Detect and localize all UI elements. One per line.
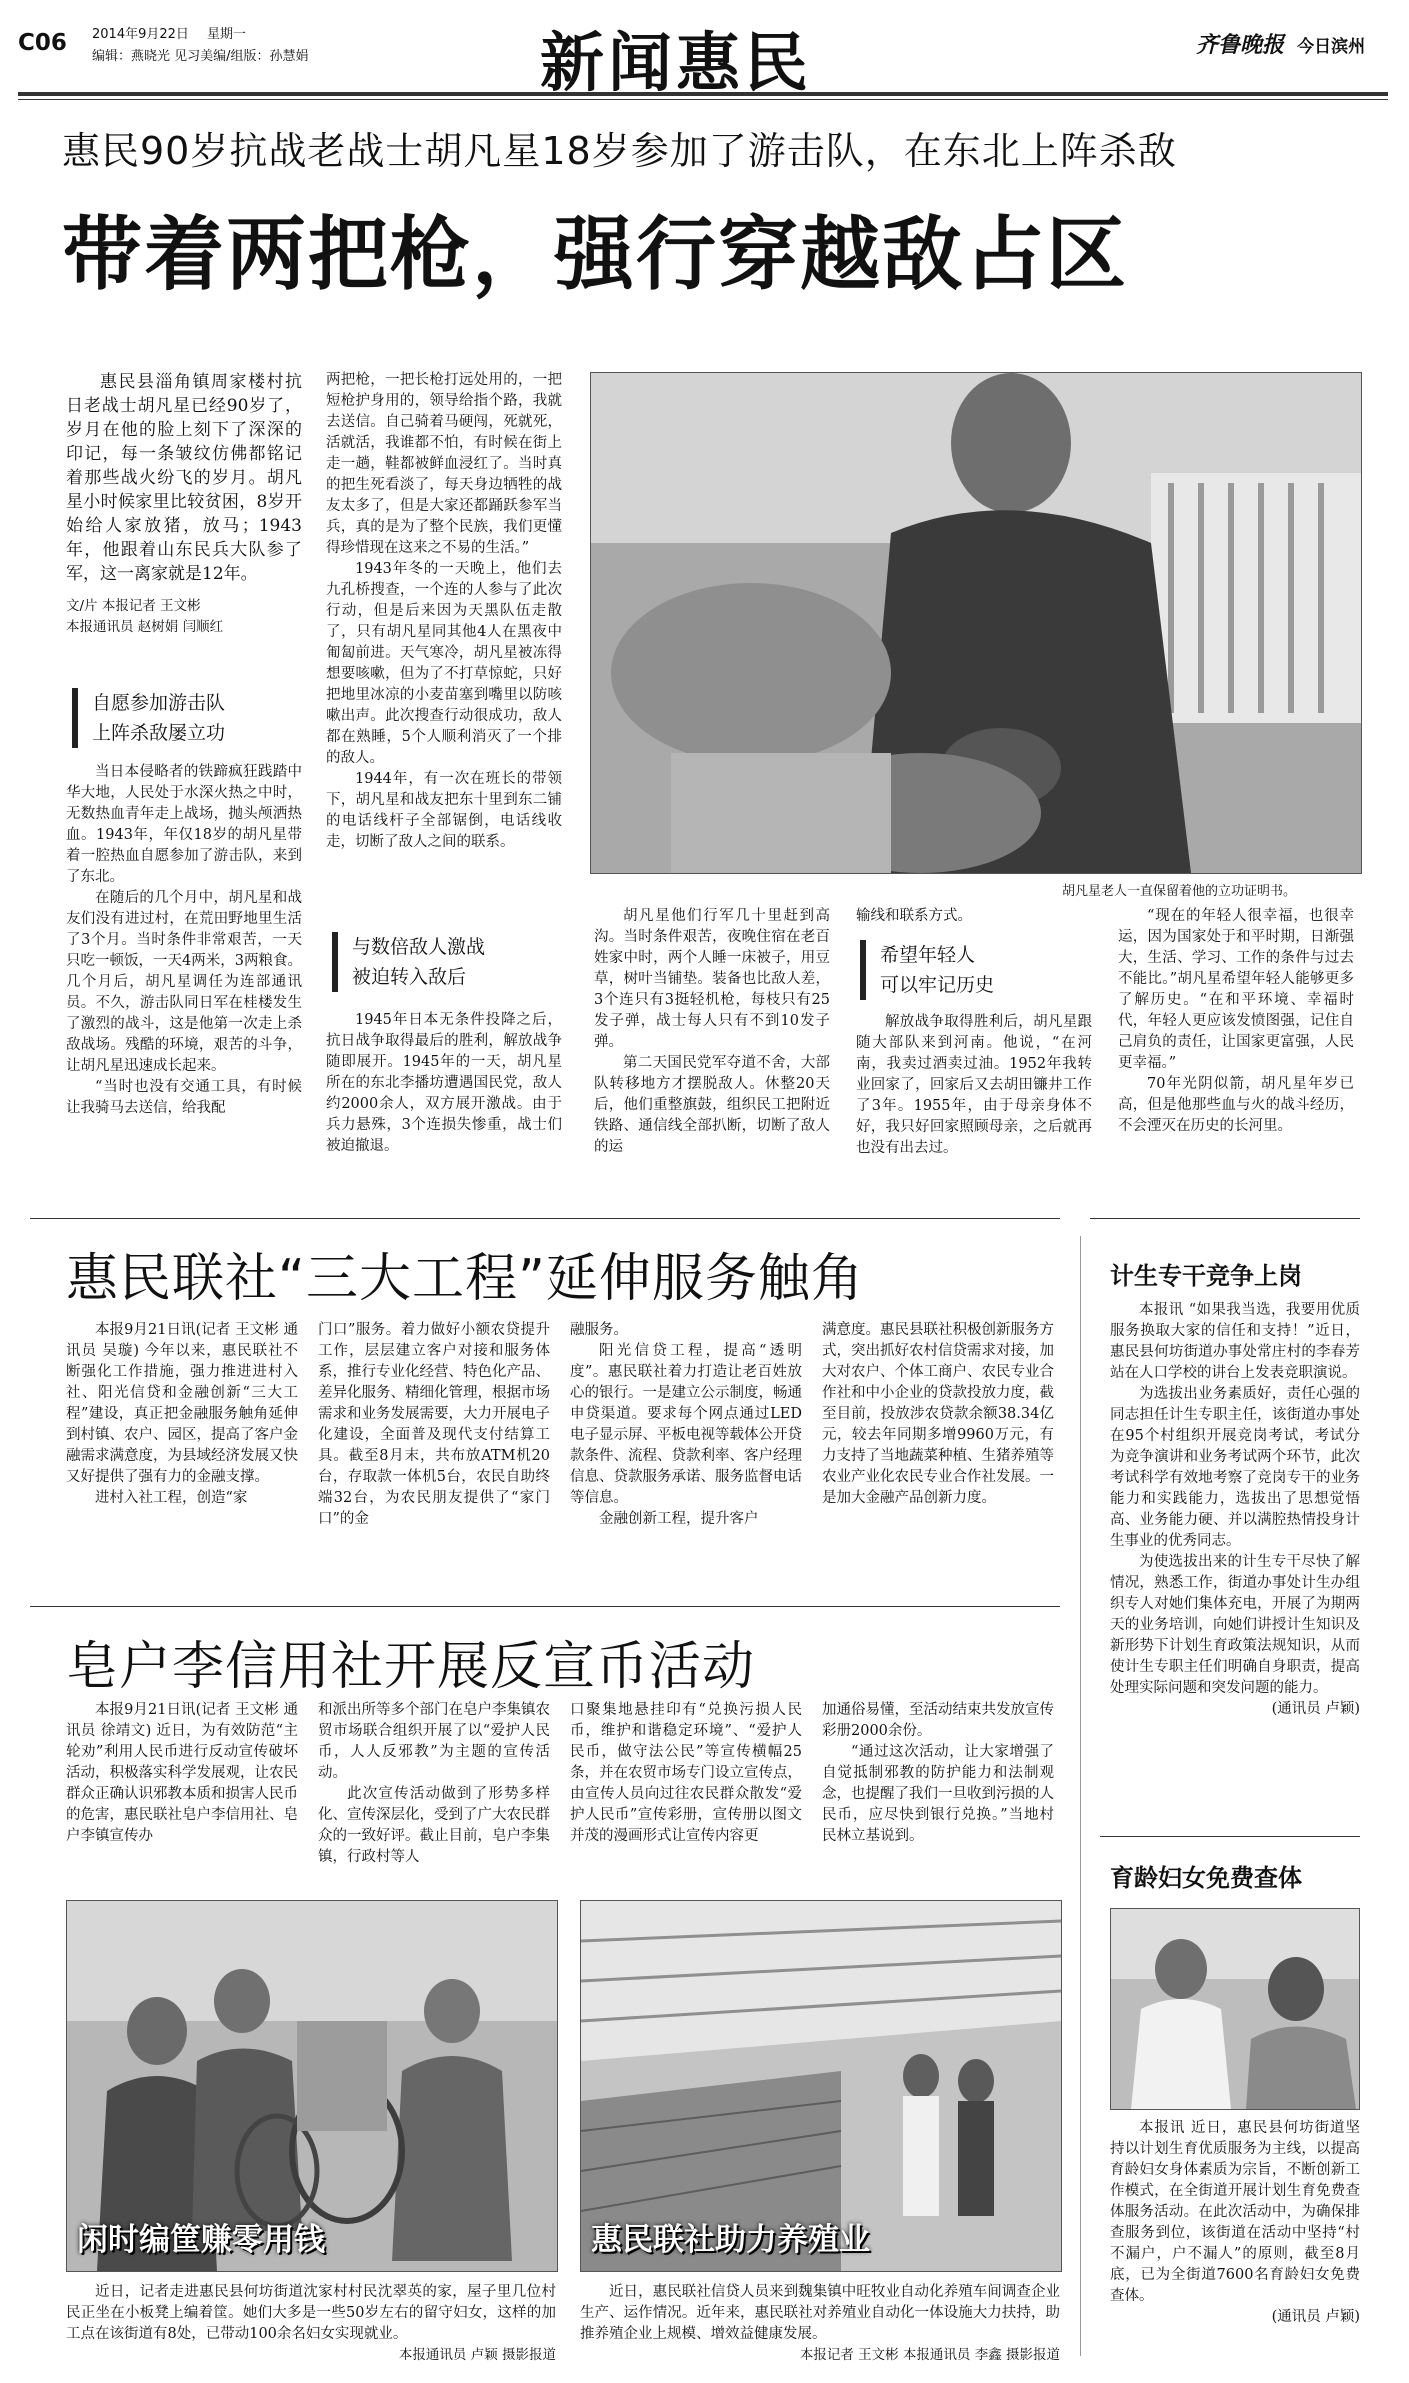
story5-headline: 育龄妇女免费查体 xyxy=(1110,1864,1302,1892)
story1-col3 xyxy=(594,906,830,1158)
veteran-photo xyxy=(590,372,1362,874)
subhead-1-line1: 自愿参加游击队 xyxy=(92,692,226,714)
farm-photo-caption xyxy=(580,2282,1060,2366)
paragraph: 1943年冬的一天晚上，他们去九孔桥搜查，一个连的人参与了此次行动，但是后来因为天黑队伍走散了，只有胡凡星同其他4人在黑夜中匍匐前进。天气寒冷，胡凡星被冻得想要咳嗽，但为了不打草惊蛇，只好把地里冰凉的小麦苗塞到嘴里以防咳嗽出声。此次搜查行动很成功，敌人都在熟睡，5个人顺利消灭了一个排的敌人。 xyxy=(326,561,562,766)
editors: 编辑：燕晓光 见习美编/组版：孙慧娟 xyxy=(92,49,309,64)
story3-col4 xyxy=(822,1700,1054,1847)
basket-photo-title: 闲时编筐赚零用钱 xyxy=(77,2222,325,2258)
credit: 本报记者 王文彬 本报通讯员 李鑫 摄影报道 xyxy=(799,2347,1060,2363)
divider xyxy=(30,1606,1060,1607)
story3-col2 xyxy=(318,1700,550,1868)
paper-edition: 今日滨州 xyxy=(1297,37,1366,57)
basket-photo-caption xyxy=(66,2282,556,2366)
paragraph: 满意度。惠民县联社积极创新服务方式，突出抓好农村信贷需求对接，加大对农户、个体工商户、农民专业合作社和中小企业的贷款投放力度，截至目前，投放涉农贷款余额38.34亿元，较去年同期多增9960万元，有力支持了当地蔬菜种植、生猪养殖等农业产业化农民专业合作社发展。一是加大金融产品创新力度。 xyxy=(822,1322,1054,1506)
paragraph: “现在的年轻人很幸福，也很幸运，因为国家处于和平时期，日渐强大，生活、学习、工作的条件与过去不能比。”胡凡星希望年轻人能够更多了解历史。“在和平环境、幸福时代，年轻人更应该发愤图强，记住自己肩负的责任，让国家更富强，人民更幸福。” xyxy=(1118,908,1354,1071)
paragraph: 金融创新工程，提升客户 xyxy=(599,1511,759,1527)
paragraph: 和派出所等多个部门在皂户李集镇农贸市场联合组织开展了以“爱护人民币，人人反邪教”为主题的宣传活动。 xyxy=(318,1702,550,1781)
byline-1: 文/片 本报记者 王文彬 xyxy=(66,598,201,614)
paragraph: 进村入社工程，创造“家 xyxy=(95,1490,248,1506)
checkup-photo-art xyxy=(1111,1909,1359,2109)
paragraph: 加通俗易懂，至活动结束共发放宣传彩册2000余份。 xyxy=(822,1702,1054,1739)
paragraph: 1945年日本无条件投降之后，抗日战争取得最后的胜利，解放战争随即展开。1945年的一天，胡凡星所在的东北李播坊遭遇国民党，敌人约2000余人，双方展开激战。由于兵力悬殊，3个连损失惨重，战士们被迫撤退。 xyxy=(326,1012,562,1154)
subhead-3 xyxy=(860,940,1086,1000)
story1-col1-body xyxy=(66,762,302,1119)
paragraph: 输线和联系方式。 xyxy=(856,908,972,924)
paper-logo-name: 齐鲁晚报 xyxy=(1196,32,1285,58)
paragraph: 胡凡星他们行军几十里赶到高沟。当时条件艰苦，夜晚住宿在老百姓家中时，两个人睡一床被子，用豆草，树叶当铺垫。装备也比敌人差，3个连只有3挺轻机枪，每枝只有25发子弹，战士每人只有不到10发子弹。 xyxy=(594,908,830,1050)
weekday: 星期一 xyxy=(207,27,247,42)
paragraph: 本报讯 近日，惠民县何坊街道坚持以计划生育优质服务为主线，以提高育龄妇女身体素质为宗旨，不断创新工作模式，在全街道开展计划生育免费查体服务活动。在此次活动中，为确保排查服务到位，该街道在活动中坚持“村不漏户，户不漏人”的原则，截至8月底，已为全街道7600名育龄妇女免费查体。 xyxy=(1110,2120,1360,2304)
photo-caption: 胡凡星老人一直保留着他的立功证明书。 xyxy=(1062,884,1297,899)
story1-col2 xyxy=(326,370,562,853)
story1-headline: 带着两把枪，强行穿越敌占区 xyxy=(62,208,1128,301)
paragraph: 两把枪，一把长枪打远处用的，一把短枪护身用的，领导给指个路，我就去送信。自己骑着马硬闯，死就死，活就活，我谁都不怕，有时候在街上走一趟，鞋都被鲜血浸红了。当时真的把生死看淡了，每天身边牺牲的战友太多了，但是大家还都踊跃参军当兵，真的是为了整个民族，我们更懂得珍惜现在这来之不易的生活。” xyxy=(326,372,562,556)
credit: (通讯员 卢颖) xyxy=(1271,1701,1360,1717)
section-title: 新闻惠民 xyxy=(540,26,812,101)
veteran-photo-art xyxy=(591,373,1361,873)
paragraph: 阳光信贷工程，提高“透明度”。惠民联社着力打造让老百姓放心的银行。一是建立公示制度，畅通申贷渠道。要求每个网点通过LED电子显示屏、平板电视等载体公开贷款条件、流程、贷款利率、客户经理信息、贷款服务承诺、服务监督电话等信息。 xyxy=(570,1343,802,1506)
story2-col1 xyxy=(66,1320,298,1509)
divider xyxy=(1090,1218,1360,1219)
date: 2014年9月22日 xyxy=(92,27,189,42)
subhead-2-line1: 与数倍敌人激战 xyxy=(352,936,486,958)
paragraph: 当日本侵略者的铁蹄疯狂践踏中华大地，人民处于水深火热之中时，无数热血青年走上战场，抛头颅洒热血。1943年，年仅18岁的胡凡星带着一腔热血自愿参加了游击队，来到了东北。 xyxy=(66,764,302,885)
subhead-2-line2: 被迫转入敌后 xyxy=(352,966,467,988)
paragraph: 第二天国民党军夺道不舍，大部队转移地方才摆脱敌人。休整20天后，他们重整旗鼓，组织民工把附近铁路、通信线全部扒断，切断了敌人的运 xyxy=(594,1055,830,1155)
story5-body xyxy=(1110,2118,1360,2328)
divider xyxy=(1100,1836,1360,1837)
paragraph: 口聚集地悬挂印有“兑换污损人民币，维护和谐稳定环境”、“爱护人民币，做守法公民”等宣传横幅25条，并在农贸市场专门设立宣传点，由宣传人员向过往农民群众散发“爱护人民币”宣传彩册，宣传册以图文并茂的漫画形式让宣传内容更 xyxy=(570,1702,802,1844)
paragraph: 近日，记者走进惠民县何坊街道沈家村村民沈翠英的家，屋子里几位村民正坐在小板凳上编着筐。她们大多是一些50岁左右的留守妇女，这样的加工点在该街道有8处，已带动100余名妇女实现就业。 xyxy=(66,2284,556,2342)
story3-headline: 皂户李信用社开展反宣币活动 xyxy=(66,1637,756,1697)
story1-col4 xyxy=(856,906,1092,927)
story3-col3 xyxy=(570,1700,802,1847)
basket-weaving-photo xyxy=(66,1900,558,2272)
paragraph: 本报9月21日讯(记者 王文彬 通讯员 吴璇) 今年以来，惠民联社不断强化工作措施，强力推进进村入社、阳光信贷和金融创新“三大工程”建设，真正把金融服务触角延伸到村镇、农户、园区，提高了客户金融需求满意度，为县域经济发展又快又好提供了强有力的金融支撑。 xyxy=(66,1322,298,1485)
paragraph: “当时也没有交通工具，有时候让我骑马去送信，给我配 xyxy=(66,1079,302,1116)
paragraph: 此次宣传活动做到了形势多样化、宣传深层化，受到了广大农民群众的一致好评。截止目前，皂户李集镇，行政村等人 xyxy=(318,1786,550,1865)
story2-headline: 惠民联社“三大工程”延伸服务触角 xyxy=(66,1249,864,1309)
farm-photo-title: 惠民联社助力养殖业 xyxy=(591,2222,870,2258)
story2-col4 xyxy=(822,1320,1054,1509)
story2-col2 xyxy=(318,1320,550,1530)
credit: 本报通讯员 卢颖 摄影报道 xyxy=(398,2347,556,2363)
header-rule-thin xyxy=(18,99,1388,100)
subhead-3-line1: 希望年轻人 xyxy=(880,944,976,966)
paragraph: 在随后的几个月中，胡凡星和战友们没有进过村，在荒田野地里生活了3个月。当时条件非常艰苦，一天只吃一顿饭，一天4两米，3两粮食。几个月后，胡凡星调任为连部通讯员。不久，游击队同日军在桂楼发生了激烈的战斗，这是他第一次走上杀敌战场。残酷的环境，艰苦的斗争，让胡凡星迅速成长起来。 xyxy=(66,890,302,1074)
paragraph: “通过这次活动，让大家增强了自觉抵制邪教的防护能力和法制观念，也提醒了我们一旦收到污损的人民币，应尽快到银行兑换。”当地村民林立基说到。 xyxy=(822,1744,1054,1844)
paragraph: 70年光阴似箭，胡凡星年岁已高，但是他那些血与火的战斗经历，不会湮灭在历史的长河里。 xyxy=(1118,1076,1354,1134)
story1-lead: 惠民县淄角镇周家楼村抗日老战士胡凡星已经90岁了，岁月在他的脸上刻下了深深的印记，每一条皱纹仿佛都铭记着那些战火纷飞的岁月。胡凡星小时候家里比较贫困，8岁开始给人家放猪，放马；1943年，他跟着山东民兵大队参了军，这一离家就是12年。 xyxy=(66,372,302,584)
issue-date xyxy=(92,26,246,43)
paragraph: 门口”服务。着力做好小额农贷提升工作，层层建立客户对接和服务体系，推行专业化经营、特色化产品、差异化服务、精细化管理，根据市场需求和业务发展需要，大力开展电子化建设，全面普及现代支付结算工具。截至8月末，共布放ATM机20台，存取款一体机5台，农民自助终端32台，为农民朋友提供了“家门口”的金 xyxy=(318,1322,550,1527)
header-rule-thick xyxy=(18,92,1388,96)
paragraph: 本报9月21日讯(记者 王文彬 通讯员 徐靖文) 近日，为有效防范“主轮劝”利用人民币进行反动宣传破坏活动，积极落实科学发展观，让农民群众正确认识邪教本质和损害人民币的危害，惠民联社皂户李信用社、皂户李镇宣传办 xyxy=(66,1702,298,1844)
story4-headline: 计生专干竞争上岗 xyxy=(1110,1262,1302,1290)
paragraph: 为使选拔出来的计生专干尽快了解情况，熟悉工作，街道办事处计生办组织专人对她们集体充电，开展了为期两天的业务培训，向她们讲授计生知识及新形势下计划生育政策法规知识，从而使计生专职主任们明确自身职责，提高处理实际问题和突发问题的能力。 xyxy=(1110,1554,1360,1696)
paragraph: 近日，惠民联社信贷人员来到魏集镇中旺牧业自动化养殖车间调查企业生产、运作情况。近年来，惠民联社对养殖业自动化一体设施大力扶持，助推养殖企业上规模、增效益健康发展。 xyxy=(580,2284,1060,2342)
subhead-1-line2: 上阵杀敌屡立功 xyxy=(92,722,226,744)
subhead-3-line2: 可以牢记历史 xyxy=(880,974,995,996)
paragraph: 解放战争取得胜利后，胡凡星跟随大部队来到河南。他说，“在河南，我卖过酒卖过油。1952年我转业回家了，回家后又去胡田镰井工作了3年。1955年，由于母亲身体不好，我只好回家照顾母亲，之后就再也没有出去过。 xyxy=(856,1014,1092,1156)
story1-kicker: 惠民90岁抗战老战士胡凡星18岁参加了游击队，在东北上阵杀敌 xyxy=(62,129,1177,173)
page-number: C06 xyxy=(18,30,67,56)
story3-col1 xyxy=(66,1700,298,1847)
paper-logo xyxy=(1196,28,1365,59)
subhead-1 xyxy=(72,688,298,748)
byline-2: 本报通讯员 赵树娟 闫顺红 xyxy=(66,619,224,635)
story1-col1 xyxy=(66,370,302,638)
farm-photo xyxy=(580,1900,1062,2272)
subhead-2 xyxy=(332,932,558,992)
divider xyxy=(30,1218,1060,1219)
checkup-photo xyxy=(1110,1908,1360,2110)
paragraph: 为选拔出业务素质好，责任心强的同志担任计生专职主任，该街道办事处在95个村组织开展竞岗考试，考试分为竞争演讲和业务考试两个环节，此次考试科学有效地考察了竞岗专干的业务能力和实践能力，选拔出了思想觉悟高、业务能力硬、并以满腔热情投身计生事业的优秀同志。 xyxy=(1110,1386,1360,1549)
paragraph: 本报讯 “如果我当选，我要用优质服务换取大家的信任和支持！”近日，惠民县何坊街道办事处常庄村的李春芳站在人口学校的讲台上发表竞职演说。 xyxy=(1110,1302,1360,1381)
story1-col5 xyxy=(1118,906,1354,1137)
column-rule xyxy=(1080,1236,1081,2356)
story2-col3 xyxy=(570,1320,802,1530)
paragraph: 融服务。 xyxy=(570,1322,628,1338)
credit: (通讯员 卢颖) xyxy=(1271,2309,1360,2325)
story1-col2-body xyxy=(326,1010,562,1157)
story1-col4-body xyxy=(856,1012,1092,1159)
paragraph: 1944年，有一次在班长的带领下，胡凡星和战友把东十里到东二铺的电话线杆子全部锯倒，电话线收走，切断了敌人之间的联系。 xyxy=(326,771,562,850)
story4-body xyxy=(1110,1300,1360,1720)
